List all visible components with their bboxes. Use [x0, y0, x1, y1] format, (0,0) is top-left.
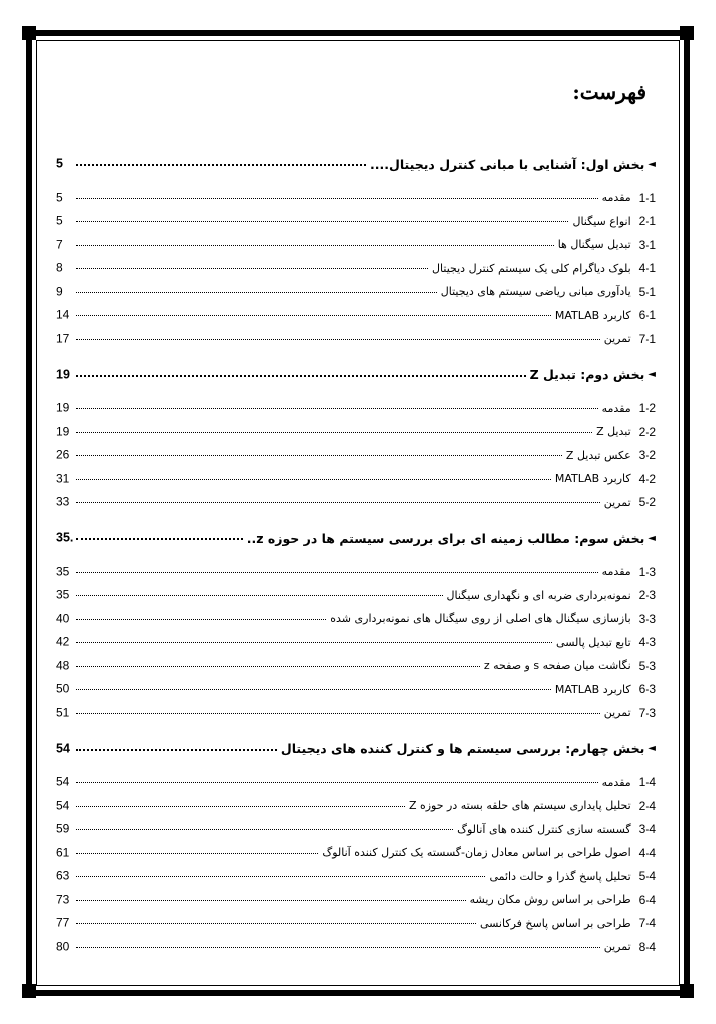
dot-leader: [76, 479, 551, 480]
toc-entry-number: 8-4: [638, 939, 656, 954]
dot-leader: [76, 947, 600, 948]
toc-entry-text: کاربرد MATLAB: [554, 472, 631, 486]
dot-leader: [76, 749, 277, 751]
toc-entry-page-number: 61: [56, 845, 70, 860]
toc-entry-number: 4-1: [638, 261, 656, 276]
toc-entry-number: 7-4: [638, 916, 656, 931]
toc-entry-number: 1-4: [638, 775, 656, 790]
dot-leader: [76, 538, 243, 540]
toc-entry-label: [470, 888, 656, 912]
toc-entry[interactable]: [56, 818, 656, 842]
toc-entry-number: 2-3: [638, 588, 656, 603]
dot-leader: [76, 315, 551, 316]
toc-entry-label: [555, 304, 656, 328]
section-heading: [247, 522, 656, 554]
toc-entry-number: 4-3: [638, 635, 656, 650]
toc-entry-page-number: 31: [56, 471, 70, 486]
toc-entry-text: طراحی بر اساس پاسخ فرکانسی: [479, 916, 631, 930]
section-heading: [281, 733, 656, 765]
toc-entry-label: [480, 912, 656, 936]
dot-leader: [76, 572, 598, 573]
toc-entry[interactable]: [56, 865, 656, 889]
toc-entry-text: مقدمه: [601, 191, 631, 205]
toc-entry-page-number: 5: [56, 213, 63, 228]
toc-entry-number: 5-2: [638, 495, 656, 510]
toc-entry[interactable]: [56, 257, 656, 281]
dot-leader: [76, 689, 551, 690]
toc-entry-label: [604, 935, 656, 959]
dot-leader: [76, 339, 600, 340]
toc-entry-text: اصول طراحی بر اساس معادل زمان-گسسته یک کنترل کننده آنالوگ: [322, 846, 631, 860]
toc-entry[interactable]: [56, 280, 656, 304]
toc-entry-text: عکس تبدیل Z: [565, 448, 631, 462]
toc-entry-number: 5-3: [638, 658, 656, 673]
toc-entry[interactable]: [56, 888, 656, 912]
dot-leader: [76, 595, 443, 596]
toc-entry-label: [489, 865, 656, 889]
toc-entry-page-number: 5: [56, 190, 63, 205]
section-heading: [530, 359, 656, 391]
toc-entry-number: 5-1: [638, 284, 656, 299]
section-page-number: 35.: [56, 530, 74, 545]
dot-leader: [76, 432, 592, 433]
toc-entry-text: مقدمه: [601, 565, 631, 579]
toc-entry[interactable]: [56, 444, 656, 468]
toc-entry-number: 1-2: [638, 401, 656, 416]
dot-leader: [76, 642, 552, 643]
section-page-number: 54: [56, 740, 70, 755]
toc-entry-page-number: 54: [56, 798, 70, 813]
toc-entry-label: [555, 678, 656, 702]
toc-entry-page-number: 19: [56, 400, 70, 415]
toc-entry[interactable]: [56, 233, 656, 257]
toc-entry-label: [441, 280, 656, 304]
toc-entry-text: طراحی بر اساس روش مکان ریشه: [469, 893, 631, 907]
dot-leader: [76, 713, 600, 714]
toc-entry-label: [322, 841, 656, 865]
border-corner: [680, 984, 694, 998]
section-heading-row[interactable]: [56, 522, 656, 554]
toc-entry[interactable]: [56, 678, 656, 702]
toc-entry-number: 3-2: [638, 448, 656, 463]
toc-entry-label: [604, 327, 656, 351]
toc-entry-text: بلوک دیاگرام کلی یک سیستم کنترل دیجیتال: [432, 261, 631, 275]
toc-entry-page-number: 7: [56, 237, 63, 252]
border-corner: [680, 26, 694, 40]
toc-entry-label: [602, 771, 656, 795]
section-page-number: 19: [56, 366, 70, 381]
toc-entry-text: انواع سیگنال: [572, 214, 631, 228]
dot-leader: [76, 164, 366, 166]
toc-entry-page-number: 35: [56, 587, 70, 602]
toc-entry-text: نگاشت میان صفحه s و صفحه z: [483, 659, 631, 673]
toc-entry-text: تمرین: [603, 495, 631, 509]
toc-entry-number: 4-4: [638, 845, 656, 860]
toc-entry-number: 7-3: [638, 705, 656, 720]
toc-entry[interactable]: [56, 912, 656, 936]
toc-entry-number: 3-3: [638, 611, 656, 626]
toc-entry-page-number: 48: [56, 658, 70, 673]
section-heading-text: بخش سوم: مطالب زمینه ای برای بررسی سیستم ها در حوزه z..: [246, 530, 645, 546]
dot-leader: [76, 268, 428, 269]
toc-entry-text: تبدیل سیگنال ها: [557, 238, 631, 252]
toc-entry-text: مقدمه: [601, 401, 631, 415]
toc-entry-number: 7-1: [638, 331, 656, 346]
toc-entry-page-number: 26: [56, 447, 70, 462]
toc-entry-label: [566, 444, 656, 468]
toc-entry-page-number: 35: [56, 564, 70, 579]
toc-entry-number: 2-2: [638, 424, 656, 439]
toc-entry-label: [555, 467, 656, 491]
toc-entry-text: یادآوری مبانی ریاضی سیستم های دیجیتال: [440, 285, 631, 299]
toc-entry-page-number: 40: [56, 611, 70, 626]
toc-entry-page-number: 54: [56, 774, 70, 789]
toc-entry-label: [572, 210, 656, 234]
toc-entry-text: تمرین: [603, 332, 631, 346]
border-corner: [22, 984, 36, 998]
toc-entry-text: تمرین: [603, 706, 631, 720]
toc-entry-number: 4-2: [638, 471, 656, 486]
dot-leader: [76, 923, 476, 924]
toc-entry[interactable]: [56, 186, 656, 210]
toc-entry-label: [604, 701, 656, 725]
toc-entry[interactable]: [56, 397, 656, 421]
dot-leader: [76, 782, 598, 783]
toc-entry-page-number: 17: [56, 331, 70, 346]
toc-entry-text: تحلیل پاسخ گذرا و حالت دائمی: [489, 869, 631, 883]
toc-entry-label: [602, 186, 656, 210]
toc-entry-text: کاربرد MATLAB: [554, 308, 631, 322]
toc-entry[interactable]: [56, 654, 656, 678]
toc-entry-number: 1-1: [638, 190, 656, 205]
toc-entry-page-number: 63: [56, 868, 70, 883]
toc-entry[interactable]: [56, 584, 656, 608]
toc-entry-label: [457, 818, 656, 842]
dot-leader: [76, 292, 437, 293]
dot-leader: [76, 455, 562, 456]
toc-entry-page-number: 8: [56, 260, 63, 275]
toc-entry[interactable]: [56, 560, 656, 584]
section-heading-row[interactable]: [56, 148, 656, 180]
dot-leader: [76, 408, 598, 409]
table-of-contents: [56, 140, 656, 959]
toc-entry-label: [447, 584, 656, 608]
toc-entry-number: 3-1: [638, 237, 656, 252]
section-heading-row[interactable]: [56, 733, 656, 765]
toc-entry-page-number: 80: [56, 939, 70, 954]
section-page-number: 5: [56, 156, 63, 171]
toc-entry-page-number: 19: [56, 424, 70, 439]
toc-entry[interactable]: [56, 794, 656, 818]
dot-leader: [76, 900, 466, 901]
dot-leader: [76, 876, 485, 877]
triangle-bullet-icon: ◄: [648, 743, 656, 754]
toc-entry-label: [602, 397, 656, 421]
dot-leader: [76, 829, 453, 830]
toc-entry-text: تابع تبدیل پالسی: [556, 635, 631, 649]
toc-entry[interactable]: [56, 841, 656, 865]
toc-entry[interactable]: [56, 491, 656, 515]
toc-entry-text: مقدمه: [601, 775, 631, 789]
toc-entry-label: [330, 607, 656, 631]
toc-entry-number: 2-1: [638, 214, 656, 229]
toc-entry-number: 6-3: [638, 682, 656, 697]
toc-entry-text: تبدیل Z: [596, 425, 631, 439]
dot-leader: [76, 245, 554, 246]
toc-entry-number: 6-1: [638, 308, 656, 323]
triangle-bullet-icon: ◄: [648, 369, 656, 380]
dot-leader: [76, 806, 405, 807]
toc-entry-label: [556, 631, 656, 655]
dot-leader: [76, 221, 568, 222]
section-heading-text: بخش اول: آشنایی با مبانی کنترل دیجیتال....: [369, 156, 645, 172]
toc-entry-text: تمرین: [603, 940, 631, 954]
border-corner: [22, 26, 36, 40]
toc-entry[interactable]: [56, 420, 656, 444]
dot-leader: [76, 853, 318, 854]
toc-entry-number: 2-4: [638, 798, 656, 813]
toc-entry-page-number: 77: [56, 915, 70, 930]
toc-entry-label: [596, 420, 656, 444]
section-heading-text: بخش چهارم: بررسی سیستم ها و کنترل کننده های دیجیتال: [280, 741, 645, 756]
triangle-bullet-icon: ◄: [648, 158, 656, 170]
toc-entry-page-number: 33: [56, 494, 70, 509]
toc-entry-text: بازسازی سیگنال های اصلی از روی سیگنال های نمونه‌برداری شده: [330, 612, 631, 626]
toc-entry[interactable]: [56, 467, 656, 491]
toc-entry-text: کاربرد MATLAB: [554, 682, 631, 696]
dot-leader: [76, 666, 480, 667]
toc-entry-page-number: 9: [56, 284, 63, 299]
section-heading-row[interactable]: [56, 359, 656, 391]
toc-entry-text: تحلیل پایداری سیستم های حلقه بسته در حوزه Z: [408, 799, 631, 813]
toc-entry-page-number: 14: [56, 307, 70, 322]
toc-entry[interactable]: [56, 210, 656, 234]
toc-entry[interactable]: [56, 701, 656, 725]
section-heading-text: بخش دوم: تبدیل Z: [529, 367, 645, 382]
toc-entry-text: گسسته سازی کنترل کننده های آنالوگ: [457, 822, 631, 836]
dot-leader: [76, 198, 598, 199]
toc-entry-label: [409, 794, 656, 818]
toc-entry-label: [558, 233, 656, 257]
dot-leader: [76, 619, 326, 620]
toc-entry[interactable]: [56, 631, 656, 655]
toc-entry-text: نمونه‌برداری ضربه ای و نگهداری سیگنال: [446, 588, 631, 602]
triangle-bullet-icon: ◄: [648, 532, 656, 544]
dot-leader: [76, 375, 526, 377]
toc-entry-page-number: 50: [56, 681, 70, 696]
toc-entry-label: [604, 491, 656, 515]
toc-entry-number: 5-4: [638, 869, 656, 884]
toc-entry[interactable]: [56, 304, 656, 328]
page-title: فهرست:: [572, 80, 646, 104]
toc-entry-page-number: 42: [56, 634, 70, 649]
toc-entry-page-number: 51: [56, 705, 70, 720]
toc-entry-number: 3-4: [638, 822, 656, 837]
toc-entry[interactable]: [56, 935, 656, 959]
toc-entry-number: 1-3: [638, 564, 656, 579]
toc-entry-page-number: 59: [56, 821, 70, 836]
dot-leader: [76, 502, 600, 503]
toc-entry[interactable]: [56, 607, 656, 631]
toc-entry[interactable]: [56, 327, 656, 351]
toc-entry-number: 6-4: [638, 892, 656, 907]
toc-entry-page-number: 73: [56, 892, 70, 907]
toc-entry-label: [484, 654, 656, 678]
toc-entry[interactable]: [56, 771, 656, 795]
toc-entry-label: [432, 257, 656, 281]
toc-entry-label: [602, 560, 656, 584]
section-heading: [370, 148, 656, 180]
